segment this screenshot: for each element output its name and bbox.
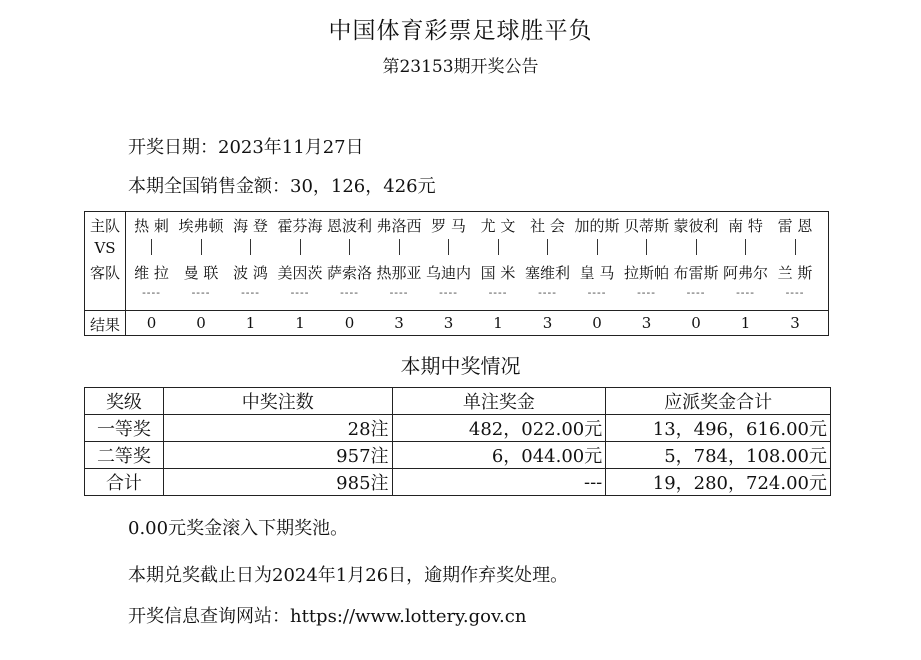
away-team-name: 萨索洛 bbox=[326, 264, 372, 282]
sales-line bbox=[128, 172, 436, 198]
match-result: 1 bbox=[493, 314, 503, 332]
vs-divider bbox=[349, 239, 350, 255]
vs-divider bbox=[646, 239, 647, 255]
match-result: 1 bbox=[740, 314, 751, 332]
winner-count: 957注 bbox=[163, 442, 392, 469]
table-row bbox=[85, 415, 831, 442]
draw-date-label: 开奖日期： bbox=[128, 137, 218, 158]
vs-divider bbox=[250, 239, 251, 255]
home-team-name: 海 登 bbox=[233, 217, 268, 235]
match-result: 0 bbox=[691, 314, 701, 332]
home-team-name: 蒙彼利 bbox=[673, 217, 719, 235]
vs-divider bbox=[300, 239, 301, 255]
home-team-label: 主队 bbox=[89, 217, 120, 235]
total-prize: 5，784，108.00元 bbox=[606, 442, 831, 469]
match-column bbox=[573, 212, 622, 335]
home-team-name: 霍芬海 bbox=[277, 217, 323, 235]
match-result: 0 bbox=[592, 314, 602, 332]
away-team-name: 拉斯帕 bbox=[623, 264, 669, 282]
match-result: 1 bbox=[295, 314, 305, 332]
home-team-name: 埃弗顿 bbox=[178, 217, 224, 235]
match-column bbox=[721, 212, 770, 335]
dash-separator: ---- bbox=[241, 286, 260, 299]
match-column bbox=[276, 212, 325, 335]
claim-deadline-note: 本期兑奖截止日为2024年1月26日，逾期作弃奖处理。 bbox=[128, 565, 569, 586]
away-team-name: 塞维利 bbox=[524, 264, 570, 282]
away-team-name: 国 米 bbox=[480, 264, 516, 282]
match-column bbox=[771, 212, 820, 335]
dash-separator: ---- bbox=[736, 286, 755, 299]
dash-separator: ---- bbox=[191, 286, 211, 299]
home-team-name: 社 会 bbox=[530, 217, 565, 235]
match-column bbox=[226, 212, 275, 335]
table-row bbox=[85, 442, 831, 469]
unit-prize: 482，022.00元 bbox=[392, 415, 606, 442]
vs-divider bbox=[696, 239, 697, 255]
unit-prize: 6，044.00元 bbox=[392, 442, 606, 469]
match-column bbox=[474, 212, 523, 335]
home-team-name: 南 特 bbox=[728, 217, 763, 235]
vs-divider bbox=[498, 239, 499, 255]
website-note bbox=[128, 602, 526, 628]
match-result: 3 bbox=[641, 314, 652, 332]
dash-separator: ---- bbox=[637, 286, 656, 299]
dash-separator: ---- bbox=[439, 286, 458, 299]
result-label: 结果 bbox=[89, 316, 120, 334]
match-column bbox=[523, 212, 572, 335]
home-team-name: 弗洛西 bbox=[376, 217, 422, 235]
match-result: 0 bbox=[344, 314, 355, 332]
match-column bbox=[622, 212, 671, 335]
total-prize: 13，496，616.00元 bbox=[606, 415, 831, 442]
prize-level: 合计 bbox=[85, 469, 164, 496]
header-count: 中奖注数 bbox=[163, 388, 392, 415]
home-team-name: 热 刺 bbox=[134, 217, 169, 235]
away-team-name: 乌迪内 bbox=[425, 264, 471, 282]
header-level: 奖级 bbox=[85, 388, 164, 415]
dash-separator: ---- bbox=[389, 286, 409, 299]
sales-label: 本期全国销售金额： bbox=[128, 176, 290, 197]
dash-separator: ---- bbox=[538, 286, 557, 299]
website-link[interactable]: https://www.lottery.gov.cn bbox=[290, 606, 527, 627]
match-column bbox=[424, 212, 473, 335]
draw-date-line bbox=[128, 133, 364, 159]
match-results-table bbox=[84, 211, 829, 336]
home-team-name: 恩波利 bbox=[326, 217, 372, 235]
prize-section-title: 本期中奖情况 bbox=[400, 354, 521, 378]
sales-amount: 30，126，426元 bbox=[290, 176, 436, 197]
header-unit-prize: 单注奖金 bbox=[392, 388, 606, 415]
page-title: 中国体育彩票足球胜平负 bbox=[328, 18, 593, 44]
dash-separator: ---- bbox=[290, 286, 310, 299]
vs-label: VS bbox=[94, 239, 116, 257]
vs-divider bbox=[399, 239, 400, 255]
away-team-name: 曼 联 bbox=[183, 264, 219, 282]
dash-separator: ---- bbox=[488, 286, 508, 299]
vs-divider bbox=[597, 239, 598, 255]
dash-separator: ---- bbox=[142, 286, 161, 299]
match-label-column bbox=[85, 212, 126, 335]
away-team-name: 维 拉 bbox=[134, 264, 169, 282]
draw-date-value: 2023年11月27日 bbox=[218, 137, 364, 158]
match-column bbox=[375, 212, 424, 335]
match-column bbox=[672, 212, 721, 335]
website-label: 开奖信息查询网站： bbox=[128, 606, 290, 627]
away-team-name: 阿弗尔 bbox=[722, 264, 768, 282]
prize-table bbox=[84, 387, 831, 496]
away-team-name: 皇 马 bbox=[579, 264, 615, 282]
match-column bbox=[325, 212, 374, 335]
dash-separator: ---- bbox=[340, 286, 359, 299]
match-result: 3 bbox=[790, 314, 800, 332]
jackpot-pool-note: 0.00元奖金滚入下期奖池。 bbox=[128, 518, 349, 539]
dash-separator: ---- bbox=[587, 286, 607, 299]
prize-table-header bbox=[85, 388, 831, 415]
home-team-name: 罗 马 bbox=[431, 217, 466, 235]
home-team-name: 贝蒂斯 bbox=[623, 217, 669, 235]
vs-divider bbox=[547, 239, 548, 255]
match-column bbox=[177, 212, 226, 335]
away-team-name: 美因茨 bbox=[277, 264, 323, 282]
match-result: 3 bbox=[443, 314, 454, 332]
away-team-label: 客队 bbox=[89, 264, 120, 282]
match-result: 3 bbox=[542, 314, 553, 332]
prize-level: 一等奖 bbox=[85, 415, 164, 442]
vs-divider bbox=[745, 239, 746, 255]
dash-separator: ---- bbox=[686, 286, 706, 299]
issue-subtitle: 第23153期开奖公告 bbox=[382, 57, 539, 77]
home-team-name: 雷 恩 bbox=[777, 217, 813, 235]
home-team-name: 尤 文 bbox=[480, 217, 516, 235]
match-result: 1 bbox=[245, 314, 256, 332]
prize-level: 二等奖 bbox=[85, 442, 164, 469]
away-team-name: 兰 斯 bbox=[777, 264, 813, 282]
table-row bbox=[85, 469, 831, 496]
match-result: 0 bbox=[196, 314, 206, 332]
dash-separator: ---- bbox=[785, 286, 805, 299]
header-total-prize: 应派奖金合计 bbox=[606, 388, 831, 415]
match-result: 3 bbox=[394, 314, 404, 332]
winner-count: 28注 bbox=[163, 415, 392, 442]
vs-divider bbox=[201, 239, 202, 255]
vs-divider bbox=[795, 239, 796, 255]
away-team-name: 波 鸿 bbox=[233, 264, 268, 282]
home-team-name: 加的斯 bbox=[574, 217, 620, 235]
vs-divider bbox=[151, 239, 152, 255]
total-prize: 19，280，724.00元 bbox=[606, 469, 831, 496]
match-column bbox=[127, 212, 176, 335]
away-team-name: 热那亚 bbox=[376, 264, 422, 282]
match-result: 0 bbox=[146, 314, 157, 332]
away-team-name: 布雷斯 bbox=[673, 264, 719, 282]
vs-divider bbox=[448, 239, 449, 255]
unit-prize: --- bbox=[392, 469, 606, 496]
winner-count: 985注 bbox=[163, 469, 392, 496]
